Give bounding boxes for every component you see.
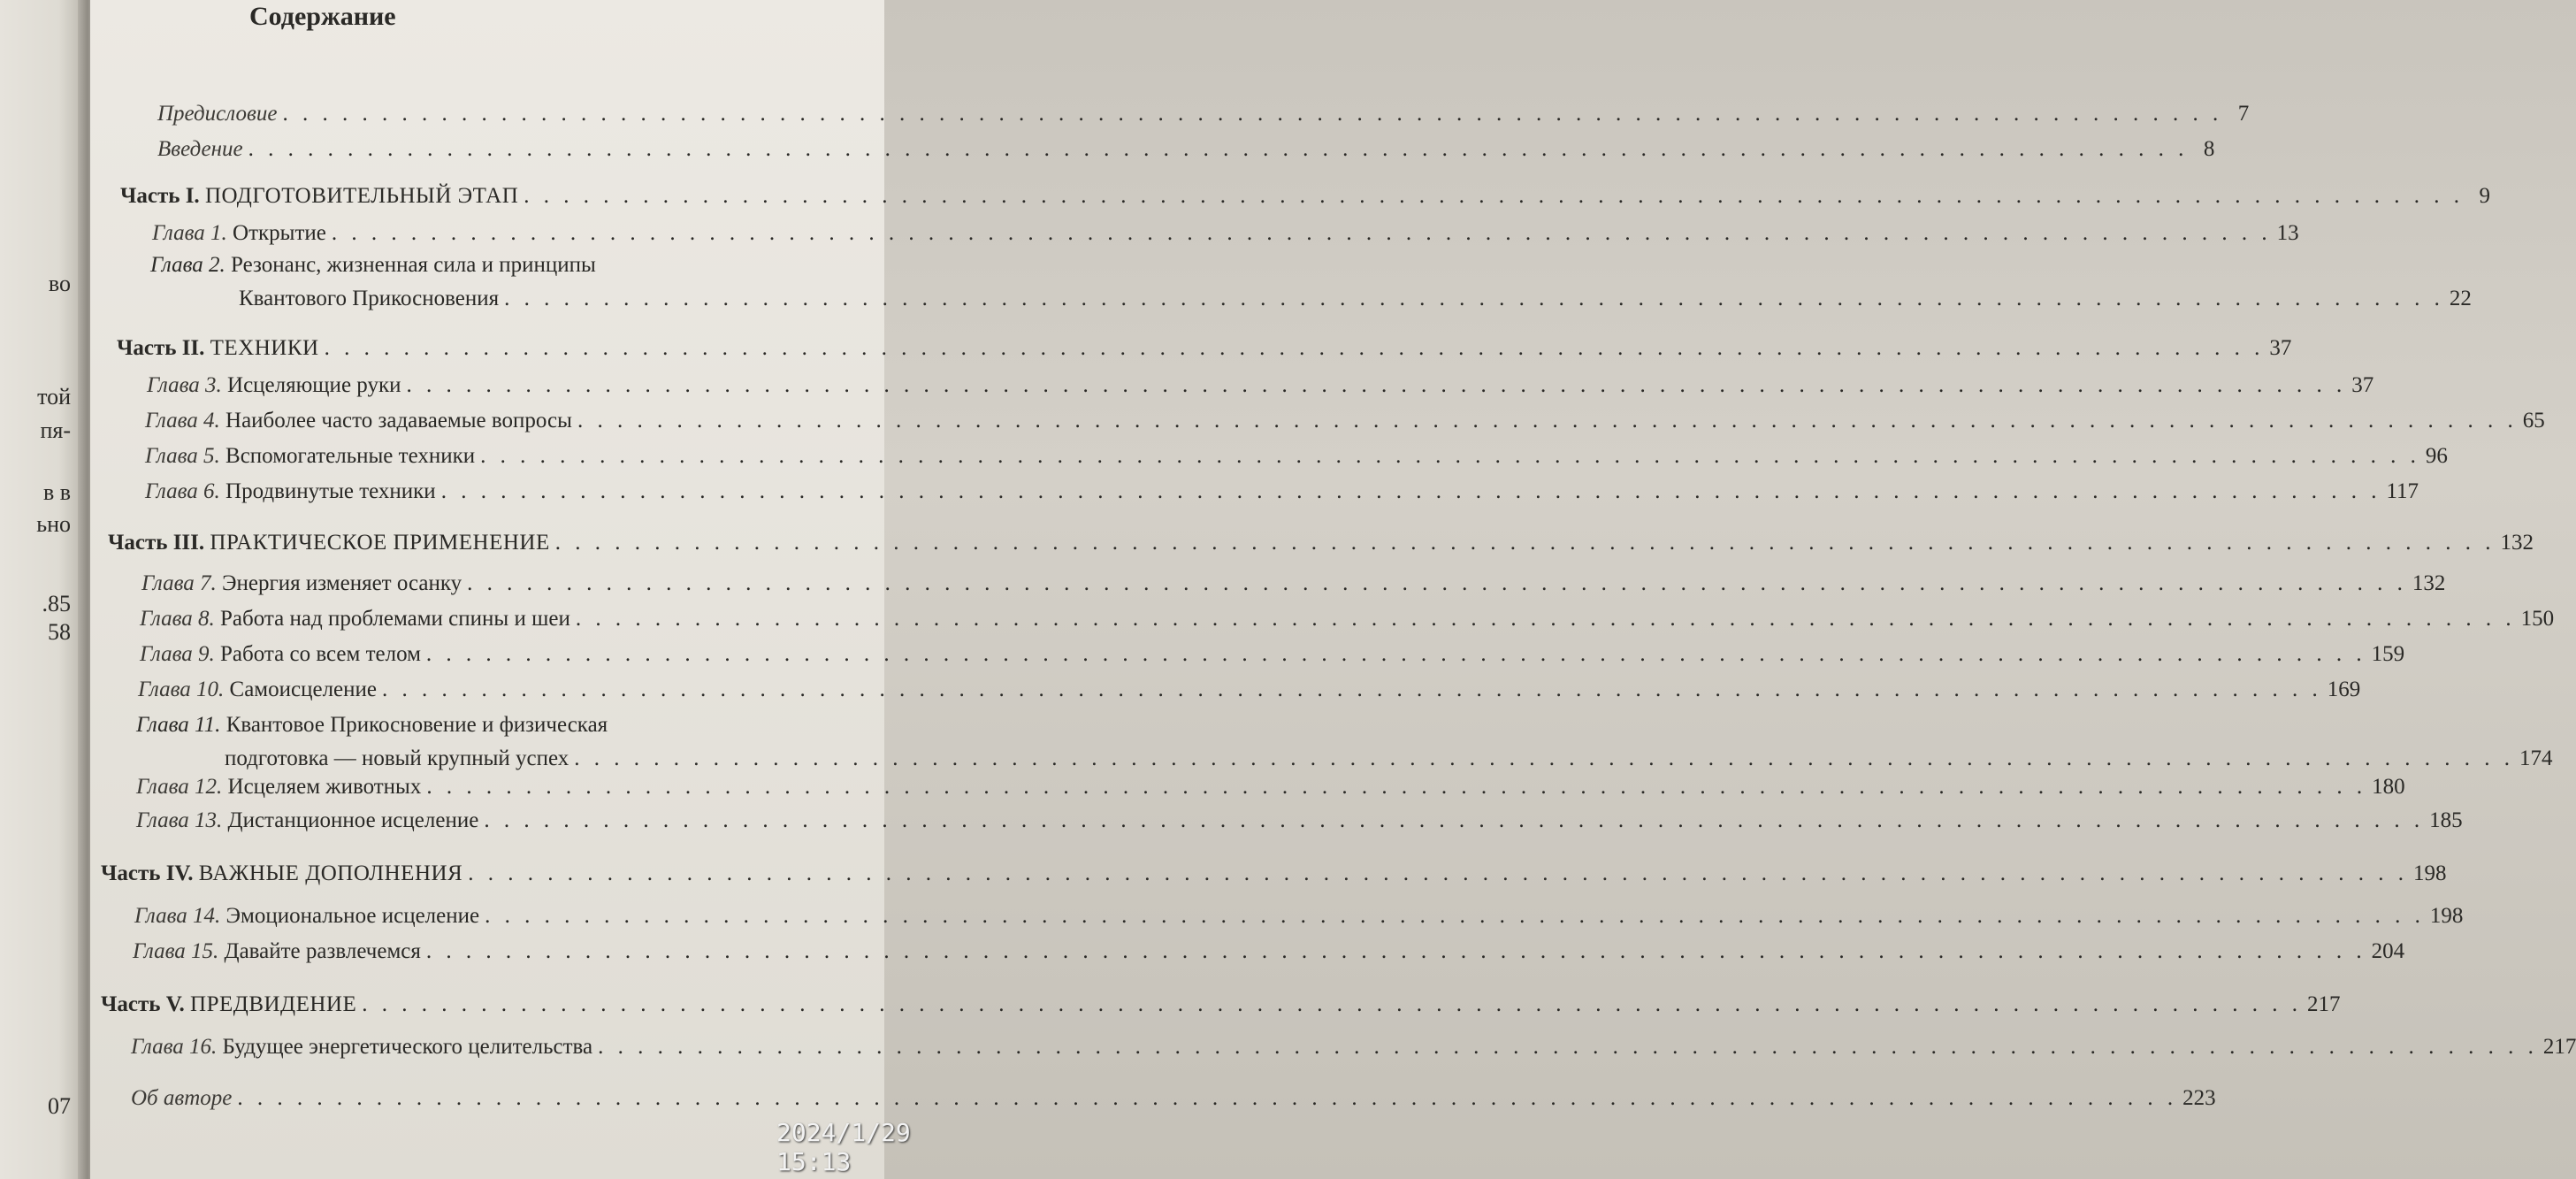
toc-entry xyxy=(138,678,2361,702)
leader-dots xyxy=(382,678,2322,702)
chapter-title: Самоисцеление xyxy=(229,678,377,701)
part-label: Часть III. xyxy=(108,531,205,555)
chapter-title-cont: подготовка — новый крупный успех xyxy=(225,746,569,770)
left-text-fragment: в в xyxy=(42,479,71,505)
page-number: 185 xyxy=(2429,808,2463,832)
chapter-title: Энергия изменяет осанку xyxy=(222,571,462,595)
toc-part-entry xyxy=(108,531,2534,555)
leader-dots xyxy=(332,221,2272,246)
left-text-fragment: .85 xyxy=(42,591,71,616)
left-text-fragment: 07 xyxy=(48,1093,71,1119)
section-title: Об авторе xyxy=(131,1086,233,1110)
toc-entry xyxy=(140,642,2405,667)
chapter-label: Глава 10. xyxy=(138,678,225,701)
page-number: 132 xyxy=(2412,571,2446,595)
part-label: Часть V. xyxy=(101,992,185,1016)
chapter-title: Дистанционное исцеление xyxy=(227,808,479,832)
page-number: 22 xyxy=(2449,287,2472,310)
toc-part-entry xyxy=(101,992,2341,1017)
toc-entry xyxy=(134,904,2464,929)
part-title: ВАЖНЫЕ ДОПОЛНЕНИЯ xyxy=(198,861,463,885)
chapter-title: Исцеляющие руки xyxy=(227,373,401,397)
chapter-label: Глава 14. xyxy=(134,904,221,928)
page-number: 117 xyxy=(2386,479,2419,503)
toc-part-entry xyxy=(120,184,2491,209)
page-number: 7 xyxy=(2237,102,2250,126)
page-number: 37 xyxy=(2269,336,2292,360)
chapter-title: Работа над проблемами спины и шеи xyxy=(220,607,570,631)
chapter-label: Глава 5. xyxy=(145,444,220,468)
chapter-title: Вспомогательные техники xyxy=(225,444,476,468)
toc-entry xyxy=(239,287,2472,311)
chapter-title: Наиболее часто задаваемые вопросы xyxy=(225,409,572,433)
toc-entry xyxy=(136,775,2405,800)
toc-entry xyxy=(145,479,2419,504)
chapter-label: Глава 15. xyxy=(133,939,219,963)
chapter-label: Глава 8. xyxy=(140,607,215,631)
page-number: 150 xyxy=(2520,607,2555,631)
leader-dots xyxy=(524,184,2464,209)
part-label: Часть II. xyxy=(117,336,205,360)
chapter-title: Эмоциональное исцеление xyxy=(225,904,480,928)
toc-entry xyxy=(147,373,2374,398)
leader-dots xyxy=(325,336,2265,361)
chapter-title: Будущее энергетического целительства xyxy=(222,1035,593,1059)
page-number: 204 xyxy=(2371,939,2405,963)
page-number: 174 xyxy=(2519,746,2553,770)
section-title: Введение xyxy=(157,137,243,161)
page-number: 198 xyxy=(2429,904,2464,928)
toc-entry xyxy=(131,1086,2216,1111)
page-number: 132 xyxy=(2500,531,2534,555)
part-label: Часть I. xyxy=(120,184,200,208)
chapter-title: Работа со всем телом xyxy=(220,642,421,666)
left-text-fragment: 58 xyxy=(48,619,71,645)
page-number: 217 xyxy=(2542,1035,2576,1059)
page-number: 198 xyxy=(2412,861,2447,885)
part-title: ТЕХНИКИ xyxy=(210,336,319,360)
page-number: 223 xyxy=(2182,1086,2216,1110)
left-text-fragment: той xyxy=(37,384,71,410)
leader-dots xyxy=(426,939,2366,964)
chapter-label: Глава 3. xyxy=(147,373,222,397)
chapter-label: Глава 4. xyxy=(145,409,220,433)
leader-dots xyxy=(426,775,2366,800)
part-title: ПРЕДВИДЕНИЕ xyxy=(190,992,357,1016)
leader-dots xyxy=(555,531,2496,555)
chapter-label: Глава 2. xyxy=(150,253,225,277)
leader-dots xyxy=(467,571,2407,596)
page-number: 13 xyxy=(2276,221,2299,245)
leader-dots xyxy=(504,287,2444,311)
chapter-title: Давайте развлечемся xyxy=(224,939,421,963)
part-title: ПОДГОТОВИТЕЛЬНЫЙ ЭТАП xyxy=(204,184,519,208)
left-text-fragment: пя- xyxy=(40,417,71,443)
toc-entry xyxy=(133,939,2405,964)
page-number: 217 xyxy=(2307,992,2341,1016)
page-number: 96 xyxy=(2425,444,2448,468)
page-number: 8 xyxy=(2203,137,2215,161)
page-number: 65 xyxy=(2522,409,2545,433)
leader-dots xyxy=(598,1035,2538,1060)
leader-dots xyxy=(237,1086,2177,1111)
chapter-label: Глава 7. xyxy=(141,571,217,595)
left-page-edge xyxy=(0,0,84,1179)
left-text-fragment: во xyxy=(48,271,71,296)
toc-entry xyxy=(157,102,2250,126)
toc-entry xyxy=(225,746,2553,771)
toc-part-entry xyxy=(117,336,2292,361)
chapter-title: Продвинутые техники xyxy=(225,479,436,503)
chapter-title: Резонанс, жизненная сила и принципы xyxy=(231,253,596,277)
toc-chapter-title-line xyxy=(136,713,608,738)
leader-dots xyxy=(468,861,2408,886)
leader-dots xyxy=(485,904,2425,929)
chapter-label: Глава 11. xyxy=(136,713,221,737)
page-title: Содержание xyxy=(249,2,396,31)
leader-dots xyxy=(480,444,2420,469)
leader-dots xyxy=(282,102,2222,126)
toc-entry xyxy=(136,808,2463,833)
toc-entry xyxy=(141,571,2446,596)
page-number: 169 xyxy=(2327,678,2361,701)
leader-dots xyxy=(426,642,2366,667)
chapter-title: Открытие xyxy=(233,221,326,245)
toc-entry xyxy=(152,221,2299,246)
chapter-title-cont: Квантового Прикосновения xyxy=(239,287,500,310)
chapter-label: Глава 13. xyxy=(136,808,223,832)
toc-entry xyxy=(157,137,2215,162)
toc-page xyxy=(90,0,2576,1179)
chapter-label: Глава 1. xyxy=(152,221,227,245)
left-text-fragment: ьно xyxy=(36,511,71,537)
chapter-label: Глава 12. xyxy=(136,775,223,799)
leader-dots xyxy=(576,607,2516,632)
photo-timestamp: 2024/1/29 15:13 xyxy=(776,1118,911,1176)
chapter-title: Исцеляем животных xyxy=(227,775,422,799)
toc-entry xyxy=(145,409,2545,433)
chapter-label: Глава 16. xyxy=(131,1035,218,1059)
leader-dots xyxy=(248,137,2189,162)
toc-chapter-title-line xyxy=(150,253,596,278)
toc-entry xyxy=(131,1035,2576,1060)
page-number: 180 xyxy=(2372,775,2405,799)
leader-dots xyxy=(362,992,2302,1017)
leader-dots xyxy=(406,373,2346,398)
leader-dots xyxy=(484,808,2424,833)
page-number: 9 xyxy=(2479,184,2491,208)
chapter-label: Глава 9. xyxy=(140,642,215,666)
chapter-title: Квантовое Прикосновение и физическая xyxy=(225,713,608,737)
toc-entry xyxy=(140,607,2555,632)
chapter-label: Глава 6. xyxy=(145,479,220,503)
part-label: Часть IV. xyxy=(101,861,194,885)
page-number: 159 xyxy=(2371,642,2405,666)
part-title: ПРАКТИЧЕСКОЕ ПРИМЕНЕНИЕ xyxy=(210,531,550,555)
page-number: 37 xyxy=(2351,373,2374,397)
toc-entry xyxy=(145,444,2448,469)
leader-dots xyxy=(577,409,2518,433)
leader-dots xyxy=(441,479,2381,504)
leader-dots xyxy=(574,746,2514,771)
toc-part-entry xyxy=(101,861,2447,886)
section-title: Предисловие xyxy=(157,102,278,126)
